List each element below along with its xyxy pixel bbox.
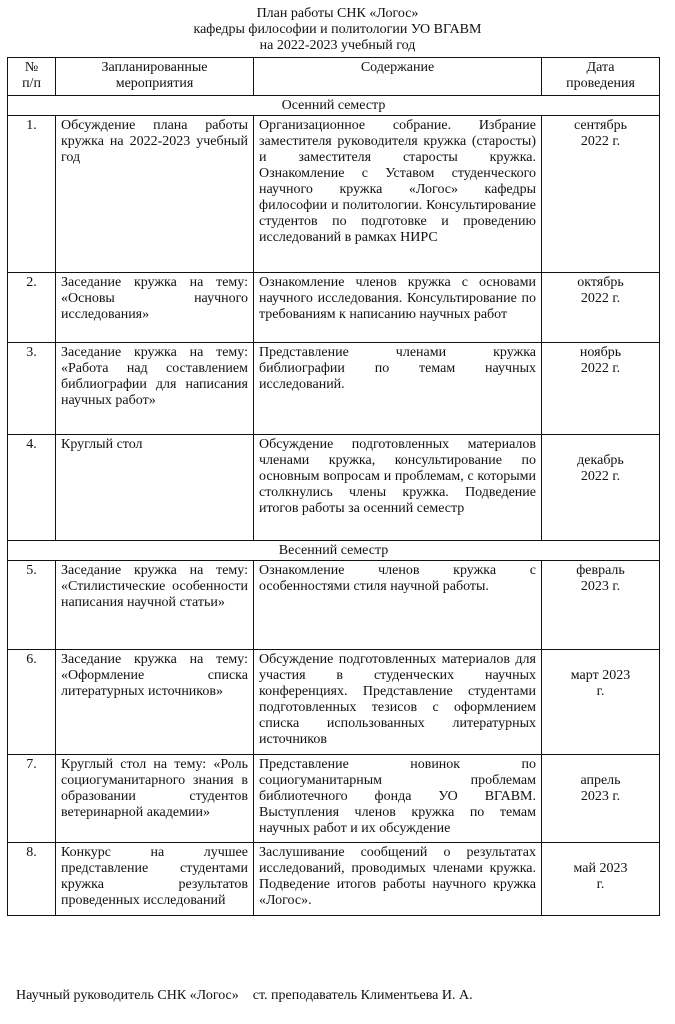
title-line-1: План работы СНК «Логос»: [256, 6, 419, 21]
row-number: 8.: [8, 843, 56, 916]
row-content: Заслушивание сообщений о результатах исследований, проводимых членами кружка. Подведение итогов работы научного кружка «Логос».: [254, 843, 542, 916]
row-date-text: декабрь 2022 г.: [577, 453, 624, 484]
table-row: [8, 755, 660, 843]
table-row: [8, 343, 660, 435]
table-row: [8, 435, 660, 541]
table-row: [8, 650, 660, 755]
row-event: Заседание кружка на тему: «Основы научного исследования»: [56, 273, 254, 343]
row-date: [542, 116, 660, 273]
row-date: [542, 273, 660, 343]
title-line-3: на 2022-2023 учебный год: [259, 38, 416, 53]
row-date-text: октябрь 2022 г.: [577, 275, 624, 306]
row-content: Организационное собрание. Избрание заместителя руководителя кружка (старосты) и заместителя старосты кружка. Ознакомление с Уставом студенческого научного кружка «Логос» кафедры философии и политологии. Консультирование студентов по подготовке и проведению исследований в рамках НИРС: [254, 116, 542, 273]
column-header-date: Дата проведения: [542, 58, 660, 96]
semester-row-autumn: [8, 96, 660, 116]
row-event: Заседание кружка на тему: «Работа над составлением библиографии для написания научных работ»: [56, 343, 254, 435]
table-row: [8, 273, 660, 343]
table-row: [8, 843, 660, 916]
row-number: 5.: [8, 561, 56, 650]
row-date-text: май 2023 г.: [573, 861, 628, 892]
row-date: [542, 343, 660, 435]
row-event: Круглый стол на тему: «Роль социогуманитарного знания в образовании студентов ветеринарной академии»: [56, 755, 254, 843]
row-date-text: сентябрь 2022 г.: [574, 118, 627, 149]
row-event: Обсуждение плана работы кружка на 2022-2023 учебный год: [56, 116, 254, 273]
row-date-text: ноябрь 2022 г.: [579, 345, 622, 376]
row-date-text: февраль 2023 г.: [576, 563, 625, 594]
column-header-content: Содержание: [254, 58, 542, 96]
title-line-2: кафедры философии и политологии УО ВГАВМ: [193, 22, 482, 37]
row-content: Обсуждение подготовленных материалов для участия в студенческих научных конференциях. Представление студентами подготовленных тезисов с оформлением списка использованных литературных источников: [254, 650, 542, 755]
row-event: Круглый стол: [56, 435, 254, 541]
row-event: Заседание кружка на тему: «Стилистические особенности написания научной статьи»: [56, 561, 254, 650]
row-date: [542, 755, 660, 843]
row-number: 2.: [8, 273, 56, 343]
row-event: Конкурс на лучшее представление студентами кружка результатов проведенных исследований: [56, 843, 254, 916]
supervisor-signature-line: Научный руководитель СНК «Логос» ст. преподаватель Климентьева И. А.: [16, 988, 473, 1003]
row-date: [542, 650, 660, 755]
row-number: 4.: [8, 435, 56, 541]
table-row: [8, 561, 660, 650]
row-content: Представление членами кружка библиографии по темам научных исследований.: [254, 343, 542, 435]
row-number: 3.: [8, 343, 56, 435]
row-content: Представление новинок по социогуманитарным проблемам библиотечного фонда УО ВГАВМ. Выступления членов кружка по темам научных работ и их обсуждение: [254, 755, 542, 843]
row-date: [542, 435, 660, 541]
document-title: [0, 6, 675, 54]
row-date: [542, 561, 660, 650]
row-date: [542, 843, 660, 916]
row-date-text: март 2023 г.: [570, 668, 631, 699]
row-number: 6.: [8, 650, 56, 755]
row-content: Ознакомление членов кружка с основами научного исследования. Консультирование по требованиям к написанию научных работ: [254, 273, 542, 343]
table-row: [8, 116, 660, 273]
column-header-number: № п/п: [8, 58, 56, 96]
table-header-row: [8, 58, 660, 96]
semester-label: Весенний семестр: [8, 541, 660, 561]
row-date-text: апрель 2023 г.: [580, 773, 621, 804]
row-number: 7.: [8, 755, 56, 843]
semester-label: Осенний семестр: [8, 96, 660, 116]
semester-row-spring: [8, 541, 660, 561]
column-header-events: Запланированные мероприятия: [56, 58, 254, 96]
row-content: Ознакомление членов кружка с особенностями стиля научной работы.: [254, 561, 542, 650]
row-number: 1.: [8, 116, 56, 273]
plan-table: [7, 57, 660, 916]
row-event: Заседание кружка на тему: «Оформление списка литературных источников»: [56, 650, 254, 755]
row-content: Обсуждение подготовленных материалов членами кружка, консультирование по основным вопросам и проблемам, с которыми столкнулись члены кружка. Подведение итогов работы за осенний семестр: [254, 435, 542, 541]
